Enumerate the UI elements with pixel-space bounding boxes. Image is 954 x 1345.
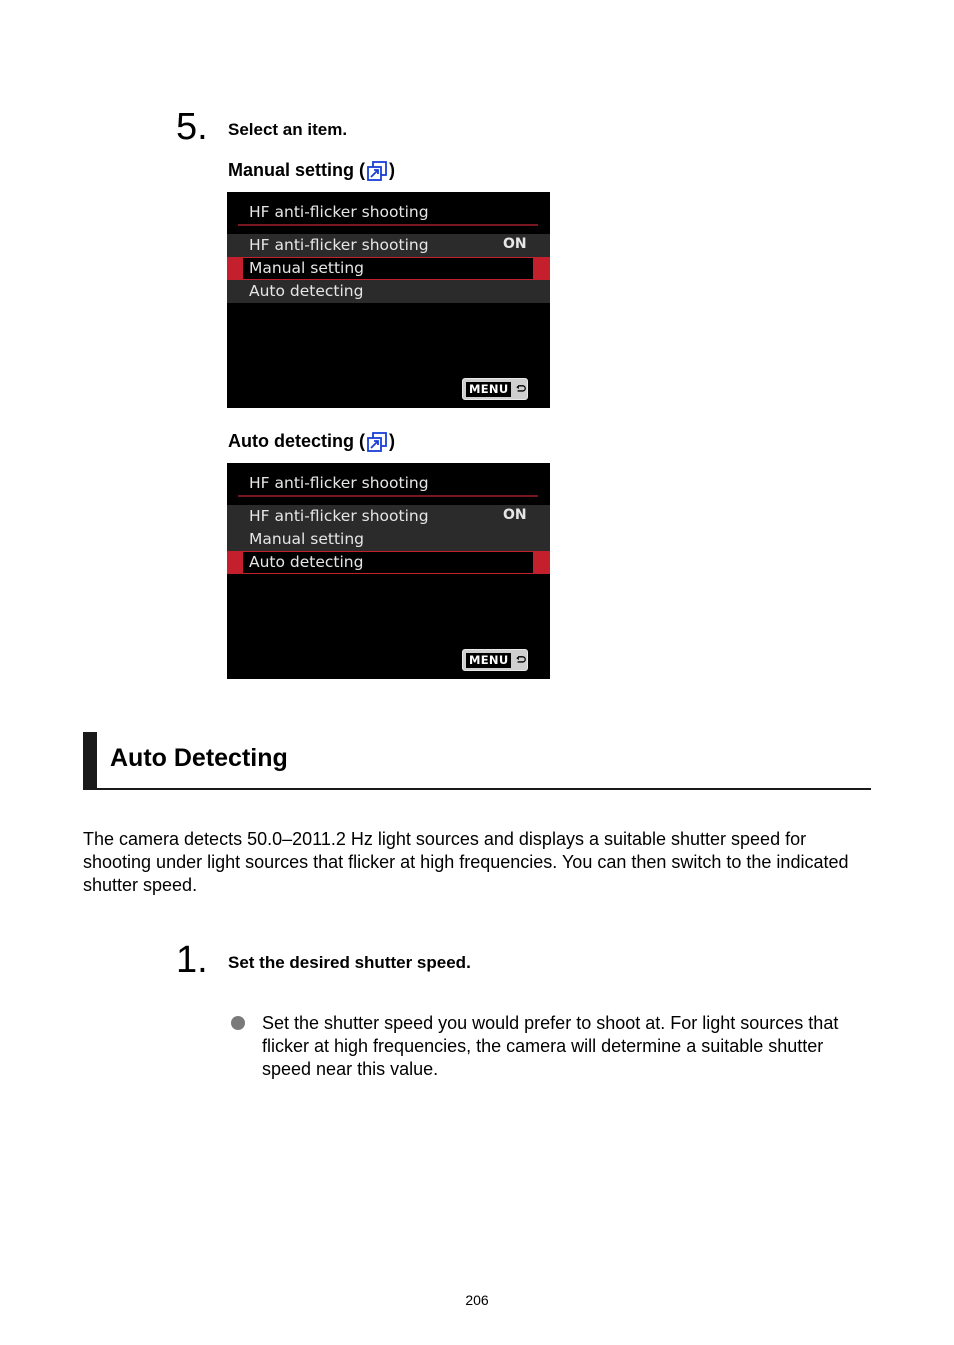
section-title: Auto Detecting [110, 744, 288, 772]
page-number: 206 [465, 1292, 489, 1308]
link-page-icon[interactable] [366, 161, 388, 181]
auto-detecting-label-text: Auto detecting ( [228, 431, 365, 451]
camera-menu-screen-auto [227, 463, 550, 679]
menu-row-value: ON [503, 507, 527, 523]
bullet-text: Set the shutter speed you would prefer to shoot at. For light sources that flicker at high frequencies, the camera will determine a suitable shutter speed near this value. [262, 1013, 839, 1079]
title-divider [238, 495, 538, 497]
menu-row-auto-detecting[interactable] [227, 280, 550, 303]
auto-detecting-label [228, 431, 395, 452]
menu-row-auto-detecting[interactable] [227, 551, 550, 574]
menu-row-label: Auto detecting [249, 553, 364, 571]
step-number: 5. [176, 106, 208, 148]
bullet-icon [231, 1016, 245, 1030]
screen-title: HF anti-flicker shooting [249, 203, 429, 221]
menu-row-label: Auto detecting [249, 282, 364, 300]
screen-title: HF anti-flicker shooting [249, 474, 429, 492]
return-arrow-icon [515, 653, 527, 667]
menu-button-label: MENU [466, 382, 511, 397]
manual-setting-label-text: Manual setting ( [228, 160, 366, 180]
menu-row-hf-anti-flicker[interactable] [227, 234, 550, 257]
menu-row-value: ON [503, 236, 527, 252]
section-divider [83, 788, 871, 790]
menu-row-label: HF anti-flicker shooting [249, 236, 429, 254]
auto-detecting-label-close: ) [389, 431, 395, 451]
step-number: 1. [176, 939, 208, 981]
menu-row-manual-setting[interactable] [227, 528, 550, 551]
manual-setting-label [228, 160, 395, 181]
menu-row-hf-anti-flicker[interactable] [227, 505, 550, 528]
title-divider [238, 224, 538, 226]
menu-row-label: Manual setting [249, 259, 364, 277]
link-page-icon[interactable] [366, 432, 388, 452]
menu-back-button[interactable] [462, 649, 528, 671]
section-intro: The camera detects 50.0–2011.2 Hz light sources and displays a suitable shutter speed for shooting under light sources that flicker at high frequencies. You can then switch to the indicated shutter speed. [83, 829, 849, 895]
step-title: Select an item. [228, 120, 348, 139]
return-arrow-icon [515, 382, 527, 396]
manual-setting-label-close: ) [389, 160, 396, 180]
menu-back-button[interactable] [462, 378, 528, 400]
menu-row-manual-setting[interactable] [227, 257, 550, 280]
camera-menu-screen-manual [227, 192, 550, 408]
menu-row-label: Manual setting [249, 530, 364, 548]
menu-button-label: MENU [466, 653, 511, 668]
menu-row-label: HF anti-flicker shooting [249, 507, 429, 525]
section-heading-bar [83, 732, 97, 790]
step-title: Set the desired shutter speed. [228, 953, 471, 972]
